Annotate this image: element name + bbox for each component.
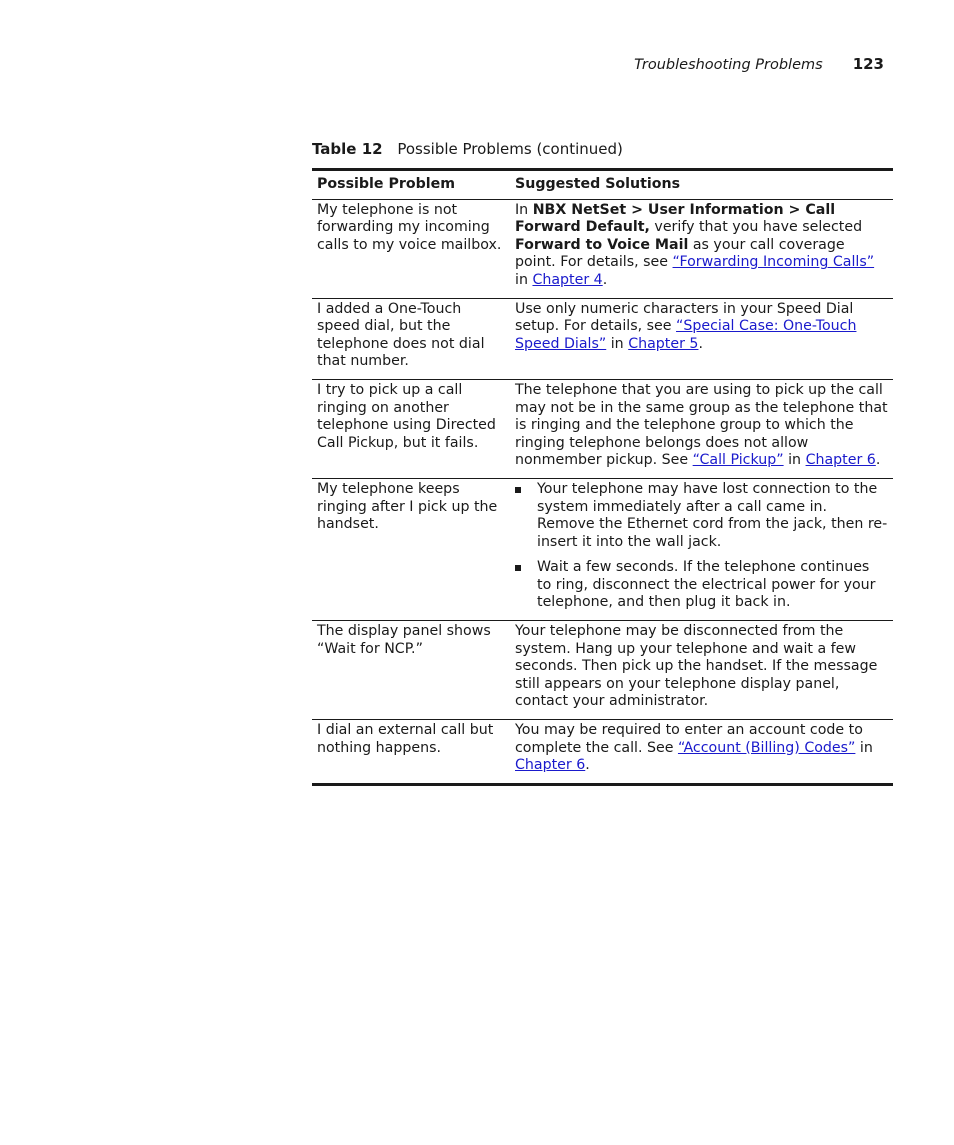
table-row (312, 720, 893, 785)
solution-cell: Your telephone may be disconnected from the system. Hang up your telephone and wait a few seconds. Then pick up the handset. If the message still appears on your telephone display panel, contact your administrator. (510, 621, 893, 720)
table-row (312, 478, 893, 620)
column-header-solutions: Suggested Solutions (510, 170, 893, 200)
table-row (312, 621, 893, 720)
table-title: Possible Problems (continued) (397, 140, 623, 158)
solution-cell (510, 298, 893, 379)
solution-text: in (783, 452, 806, 469)
table-row (312, 199, 893, 298)
table-label: Table 12 (312, 140, 383, 158)
possible-problems-table (312, 168, 893, 786)
list-item (515, 559, 888, 612)
solution-text: Use only numeric characters in your Speed Dial setup. For details, see (515, 300, 854, 335)
table-caption (312, 140, 623, 158)
chapter-6-link[interactable]: Chapter 6 (515, 757, 586, 774)
problem-cell: I dial an external call but nothing happens. (312, 720, 510, 785)
running-header (634, 55, 884, 73)
solution-text: in (606, 335, 629, 352)
solution-text: in (515, 271, 533, 288)
solution-cell (510, 199, 893, 298)
solution-text: as your call coverage point. For details, see (515, 236, 845, 271)
solution-text: The telephone that you are using to pick up the call may not be in the same group as the telephone that is ringing and the telephone group to which the ringing telephone belongs does not allow nonmember pickup. See (515, 381, 888, 469)
account-billing-codes-link[interactable]: “Account (Billing) Codes” (677, 739, 856, 756)
problem-cell: My telephone keeps ringing after I pick up the handset. (312, 478, 510, 620)
problem-cell: I try to pick up a call ringing on another telephone using Directed Call Pickup, but it fails. (312, 379, 510, 478)
list-item (515, 481, 888, 551)
solution-cell (510, 379, 893, 478)
solution-bold-text: Forward to Voice Mail (515, 236, 689, 253)
solution-text: You may be required to enter an account code to complete the call. See (515, 722, 863, 756)
bullet-text: Your telephone may have lost connection to the system immediately after a call came in. Remove the Ethernet cord from the jack, then re-insert it into the wall jack. (537, 480, 888, 550)
table-header-row (312, 170, 893, 200)
solution-text: . (602, 271, 608, 288)
problem-cell: My telephone is not forwarding my incoming calls to my voice mailbox. (312, 199, 510, 298)
solution-text: In (515, 201, 533, 218)
table-row (312, 379, 893, 478)
forwarding-incoming-calls-link[interactable]: “Forwarding Incoming Calls” (672, 254, 875, 271)
square-bullet-icon (515, 487, 521, 493)
solution-text: . (875, 452, 881, 469)
chapter-4-link[interactable]: Chapter 4 (532, 271, 603, 288)
one-touch-speed-dials-link[interactable]: “Special Case: One-Touch Speed Dials” (515, 318, 857, 352)
column-header-problem: Possible Problem (312, 170, 510, 200)
solution-text: verify that you have selected (649, 219, 863, 236)
solution-text: . (698, 335, 703, 352)
solution-bullet-list (515, 481, 888, 612)
chapter-6-link[interactable]: Chapter 6 (805, 452, 876, 469)
section-title: Troubleshooting Problems (634, 57, 823, 73)
call-pickup-link[interactable]: “Call Pickup” (692, 452, 784, 469)
chapter-5-link[interactable]: Chapter 5 (628, 335, 699, 352)
solution-text: . (585, 757, 590, 774)
solution-cell (510, 720, 893, 785)
table-row (312, 298, 893, 379)
square-bullet-icon (515, 565, 521, 571)
problem-cell: I added a One-Touch speed dial, but the telephone does not dial that number. (312, 298, 510, 379)
solution-text: in (855, 739, 873, 756)
solution-cell (510, 478, 893, 620)
bullet-text: Wait a few seconds. If the telephone continues to ring, disconnect the electrical power for your telephone, and then plug it back in. (537, 559, 876, 611)
page-number: 123 (852, 55, 884, 73)
solution-bold-text: NBX NetSet > User Information > Call Forward Default, (515, 201, 836, 236)
problem-cell: The display panel shows “Wait for NCP.” (312, 621, 510, 720)
